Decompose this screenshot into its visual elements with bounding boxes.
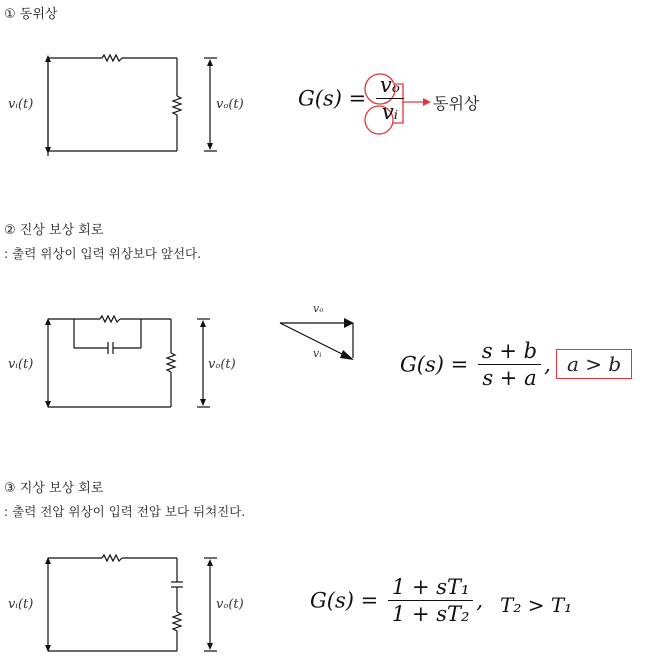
section3-vo-label: vₒ(t) [216, 597, 244, 612]
phasor-vi-label: vᵢ [313, 347, 322, 360]
equation-numerator: 1 + sT₁ [388, 576, 474, 601]
equation-numerator: s + b [478, 340, 541, 365]
equation-numerator: vₒ [376, 74, 404, 99]
equation-denominator: s + a [482, 366, 537, 391]
section1-annotation: 동위상 [433, 94, 480, 113]
equation-fraction [478, 340, 541, 389]
series-resistor [102, 55, 122, 61]
equation-comma: , [544, 352, 551, 377]
equation-fraction [376, 74, 404, 123]
section3-heading: ③ 지상 보상 회로 [4, 481, 104, 496]
equation-comma: , [476, 588, 484, 613]
section1-heading: ① 동위상 [4, 7, 58, 22]
section3-equation [310, 576, 483, 625]
section2-equation [400, 340, 551, 389]
section2-vo-label: vₒ(t) [208, 357, 236, 372]
shunt-resistor [173, 96, 181, 115]
equation-lhs: G(s) = [400, 352, 469, 377]
section3-description: : 출력 전압 위상이 입력 전압 보다 뒤쳐진다. [4, 504, 246, 519]
section1-equation [298, 74, 407, 123]
equation-lhs: G(s) = [298, 86, 367, 111]
equation-fraction [388, 576, 474, 625]
equation-denominator: vᵢ [381, 100, 398, 125]
section2-heading: ② 진상 보상 회로 [4, 223, 104, 238]
section1-vi-label: vᵢ(t) [8, 97, 34, 112]
section2-description: : 출력 위상이 입력 위상보다 앞선다. [4, 246, 202, 261]
equation-lhs: G(s) = [310, 588, 379, 613]
section2-condition: a > b [556, 349, 632, 379]
section3-condition: T₂ > T₁ [500, 593, 573, 617]
section3-vi-label: vᵢ(t) [8, 597, 34, 612]
phasor-vo-label: vₒ [313, 302, 324, 315]
equation-denominator: 1 + sT₂ [391, 602, 470, 627]
section1-vo-label: vₒ(t) [216, 97, 244, 112]
section2-vi-label: vᵢ(t) [8, 357, 34, 372]
